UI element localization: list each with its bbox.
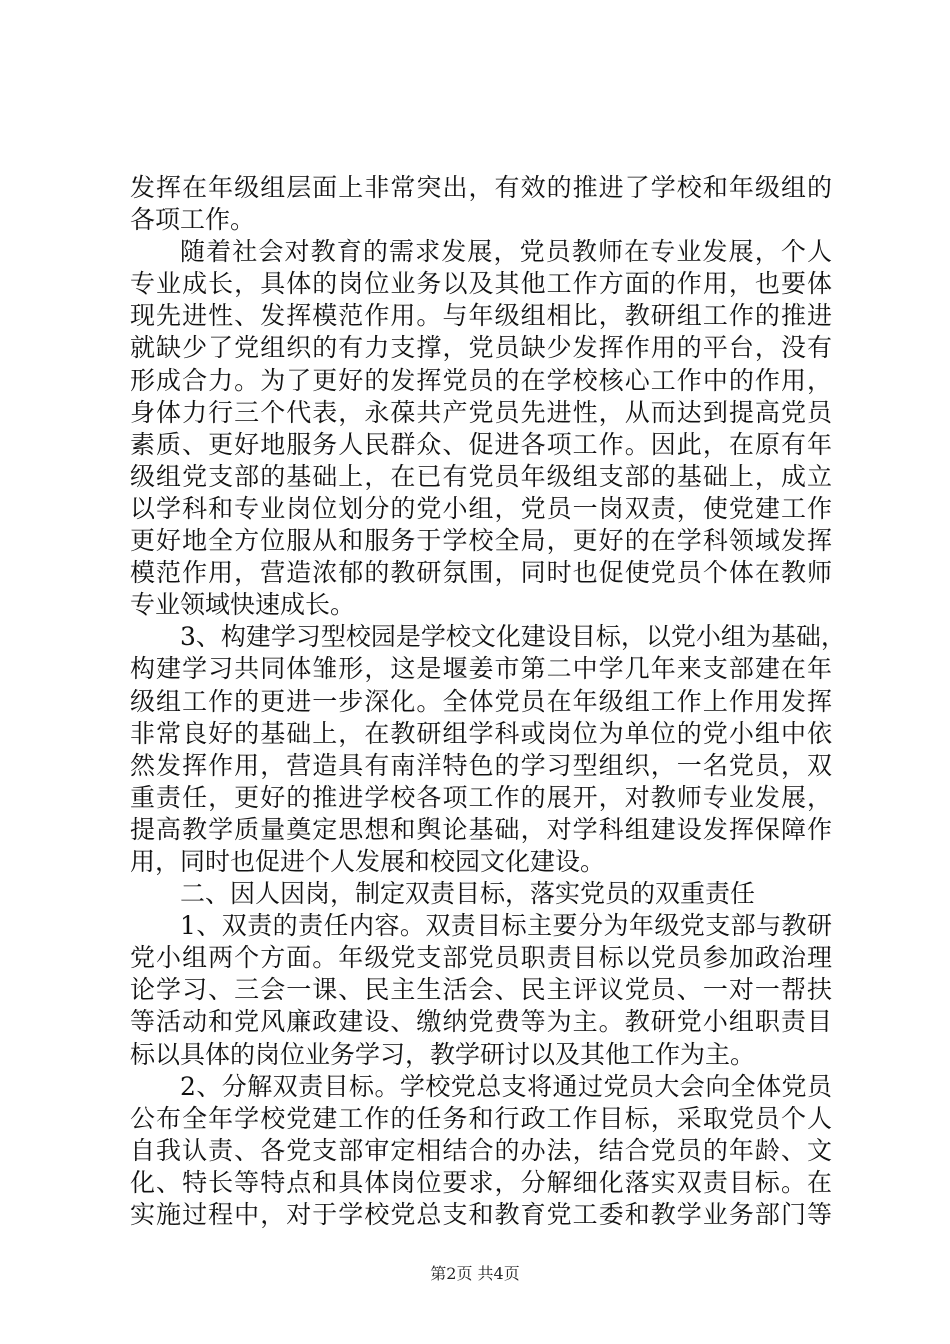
text-line: 公布全年学校党建工作的任务和行政工作目标，采取党员个人 [130, 1103, 832, 1133]
text-line: 自我认责、各党支部审定相结合的办法，结合党员的年龄、文 [130, 1135, 832, 1165]
text-line: 级组党支部的基础上，在已有党员年级组支部的基础上，成立 [130, 461, 832, 491]
text-line: 2、分解双责目标。学校党总支将通过党员大会向全体党员 [180, 1071, 832, 1101]
text-line: 发挥在年级组层面上非常突出，有效的推进了学校和年级组的 [130, 173, 832, 202]
text-line: 等活动和党风廉政建设、缴纳党费等为主。教研党小组职责目 [130, 1007, 832, 1037]
text-line: 提高教学质量奠定思想和舆论基础，对学科组建设发挥保障作 [130, 814, 832, 844]
text-line: 级组工作的更进一步深化。全体党员在年级组工作上作用发挥 [130, 686, 832, 716]
text-line: 标以具体的岗位业务学习，教学研讨以及其他工作为主。 [130, 1039, 756, 1069]
text-line: 专业领域快速成长。 [130, 590, 356, 620]
text-line: 然发挥作用，营造具有南洋特色的学习型组织，一名党员，双 [130, 750, 832, 780]
page-footer: 第2页 共4页 [430, 1264, 520, 1283]
text-line: 现先进性、发挥模范作用。与年级组相比，教研组工作的推进 [130, 301, 832, 331]
text-line: 更好地全方位服从和服务于学校全局，更好的在学科领域发挥 [130, 526, 832, 556]
text-line: 构建学习共同体雏形，这是堰姜市第二中学几年来支部建在年 [130, 654, 832, 684]
text-line: 以学科和专业岗位划分的党小组，党员一岗双责，使党建工作 [130, 493, 832, 523]
text-line: 非常良好的基础上，在教研组学科或岗位为单位的党小组中依 [130, 718, 832, 748]
text-line: 1、双责的责任内容。双责目标主要分为年级党支部与教研 [180, 911, 832, 941]
text-line: 就缺少了党组织的有力支撑，党员缺少发挥作用的平台，没有 [130, 333, 832, 363]
text-line: 党小组两个方面。年级党支部党员职责目标以党员参加政治理 [130, 943, 832, 973]
text-line: 身体力行三个代表，永葆共产党员先进性，从而达到提高党员 [130, 397, 832, 427]
text-line: 实施过程中，对于学校党总支和教育党工委和教学业务部门等 [130, 1200, 832, 1229]
text-line: 论学习、三会一课、民主生活会、民主评议党员、一对一帮扶 [130, 975, 832, 1005]
text-line: 用，同时也促进个人发展和校园文化建设。 [130, 846, 606, 876]
text-line: 二、因人因岗，制定双责目标，落实党员的双重责任 [180, 879, 756, 909]
text-line: 化、特长等特点和具体岗位要求，分解细化落实双责目标。在 [130, 1167, 832, 1197]
text-line: 3、构建学习型校园是学校文化建设目标，以党小组为基础， [180, 622, 846, 652]
text-line: 模范作用，营造浓郁的教研氛围，同时也促使党员个体在教师 [130, 558, 832, 588]
text-line: 随着社会对教育的需求发展，党员教师在专业发展，个人 [180, 237, 832, 267]
text-line: 素质、更好地服务人民群众、促进各项工作。因此，在原有年 [130, 429, 832, 459]
text-line: 各项工作。 [130, 205, 256, 235]
document-body [130, 172, 846, 1231]
text-line: 形成合力。为了更好的发挥党员的在学校核心工作中的作用， [130, 365, 832, 395]
text-line: 专业成长，具体的岗位业务以及其他工作方面的作用，也要体 [130, 269, 832, 299]
text-line: 重责任，更好的推进学校各项工作的展开，对教师专业发展， [130, 782, 832, 812]
